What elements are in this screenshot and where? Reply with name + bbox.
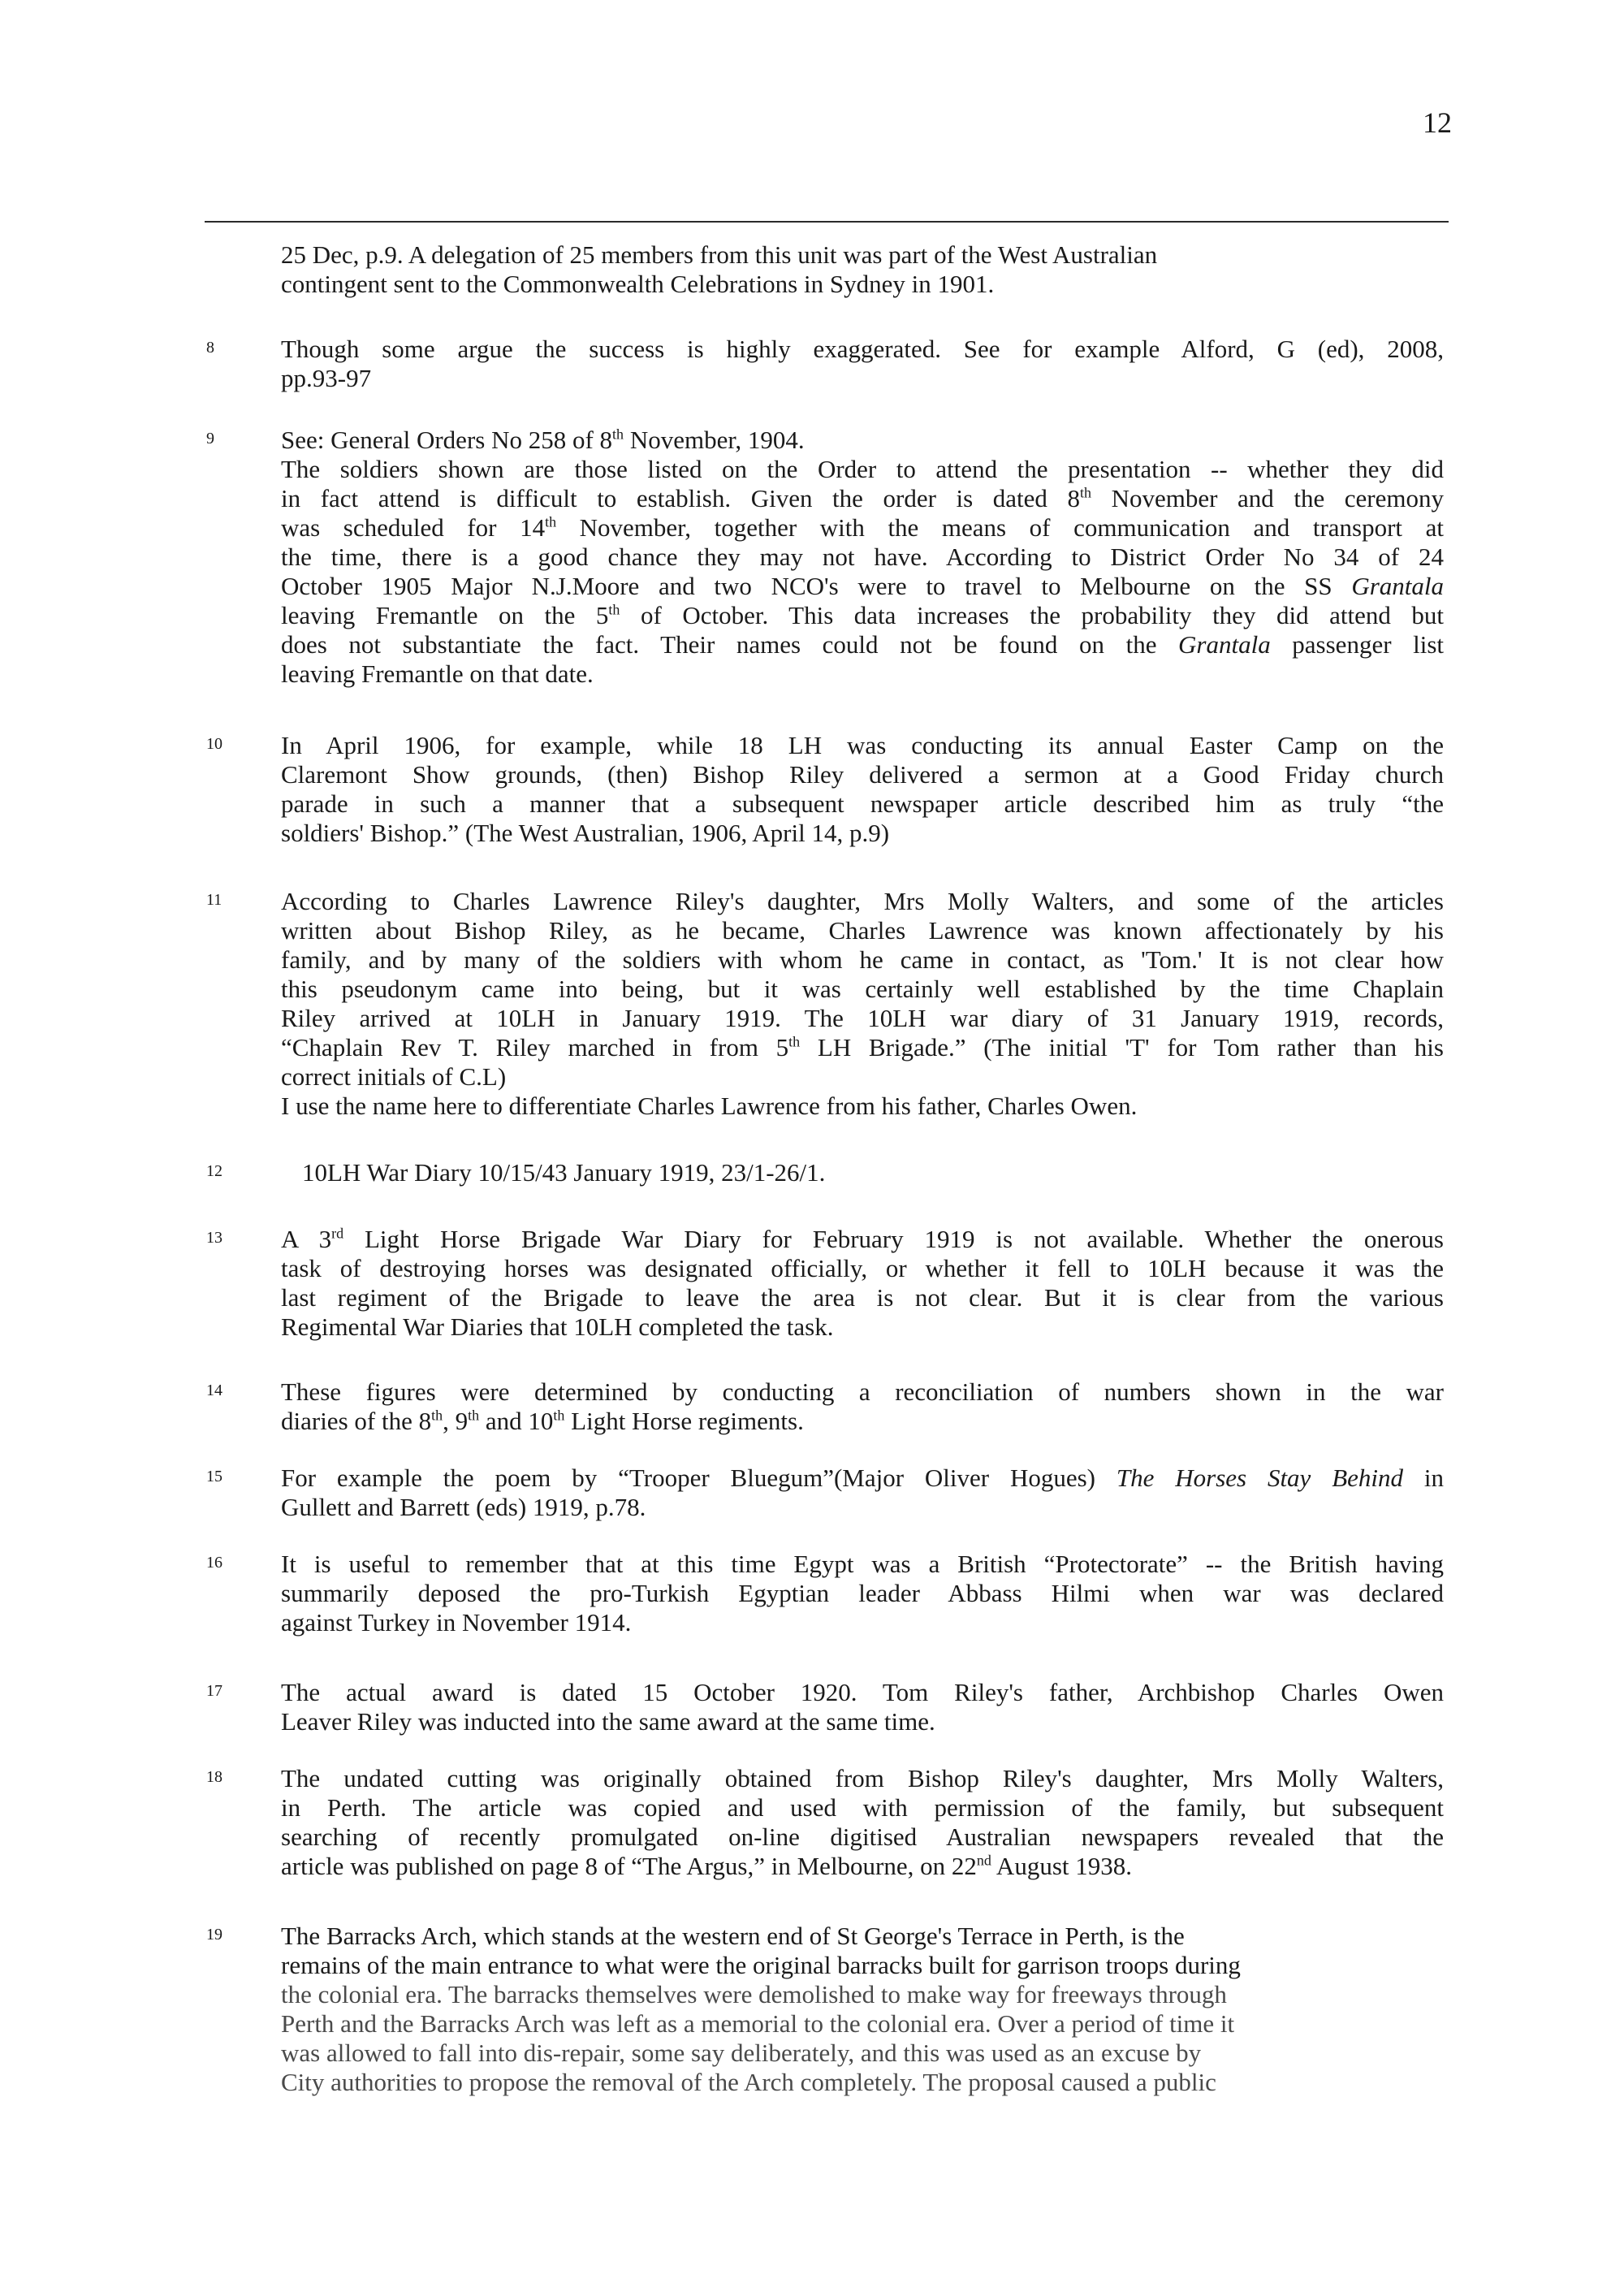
footnote-number: 8	[206, 339, 214, 357]
footnote-line: parade in such a manner that a subsequent newspaper article described him as truly “the	[281, 789, 1444, 818]
footnote-number: 11	[206, 891, 222, 909]
footnote-number: 18	[206, 1768, 222, 1786]
footnote-line: See: General Orders No 258 of 8th November, 1904.	[281, 426, 805, 454]
footnote-line: in fact attend is difficult to establish. Given the order is dated 8th November and the ceremony	[281, 484, 1444, 512]
footnote-line: pp.93-97	[281, 364, 372, 392]
footnote-text	[281, 1464, 1444, 1522]
footnote-line: The Barracks Arch, which stands at the western end of St George's Terrace in Perth, is the	[281, 1922, 1185, 1950]
footnote-text	[281, 1764, 1444, 1881]
footnote-line: These figures were determined by conducting a reconciliation of numbers shown in the war	[281, 1377, 1444, 1406]
footnote-number: 9	[206, 430, 214, 448]
footnote-line: A 3rd Light Horse Brigade War Diary for February 1919 is not available. Whether the onerous	[281, 1225, 1444, 1253]
footnote-line: against Turkey in November 1914.	[281, 1608, 632, 1637]
footnote-line: does not substantiate the fact. Their names could not be found on the Grantala passenger list	[281, 630, 1444, 659]
footnote-line: It is useful to remember that at this time Egypt was a British “Protectorate” -- the British having	[281, 1550, 1444, 1578]
footnote-line: I use the name here to differentiate Charles Lawrence from his father, Charles Owen.	[281, 1092, 1138, 1120]
footnote-line: The soldiers shown are those listed on the Order to attend the presentation -- whether they did	[281, 455, 1444, 483]
footnote-number: 16	[206, 1554, 222, 1572]
footnote-line: The undated cutting was originally obtained from Bishop Riley's daughter, Mrs Molly Walters,	[281, 1764, 1444, 1792]
footnote-line: leaving Fremantle on that date.	[281, 659, 594, 688]
footnote-text	[281, 1550, 1444, 1637]
footnote-line: in Perth. The article was copied and used with permission of the family, but subsequent	[281, 1793, 1444, 1822]
footnote-text	[281, 426, 1444, 689]
footnote-text	[281, 1377, 1444, 1436]
footnote-line: City authorities to propose the removal of the Arch completely. The proposal caused a public	[281, 2068, 1216, 2096]
footnote-line: Regimental War Diaries that 10LH completed the task.	[281, 1312, 834, 1341]
footnote-line: “Chaplain Rev T. Riley marched in from 5th LH Brigade.” (The initial 'T' for Tom rather than his	[281, 1033, 1444, 1062]
footnote-number: 10	[206, 735, 222, 753]
footnote-line: For example the poem by “Trooper Bluegum”(Major Oliver Hogues) The Horses Stay Behind in	[281, 1464, 1444, 1492]
footnote-line: Claremont Show grounds, (then) Bishop Riley delivered a sermon at a Good Friday church	[281, 760, 1444, 789]
footnote-line: In April 1906, for example, while 18 LH was conducting its annual Easter Camp on the	[281, 731, 1444, 759]
footnote-line: was scheduled for 14th November, together with the means of communication and transport at	[281, 513, 1444, 542]
footnote-line: Gullett and Barrett (eds) 1919, p.78.	[281, 1493, 646, 1521]
footnote-line: Leaver Riley was inducted into the same award at the same time.	[281, 1707, 935, 1736]
footnote-line: contingent sent to the Commonwealth Celebrations in Sydney in 1901.	[281, 270, 995, 298]
footnote-line: the time, there is a good chance they may not have. According to District Order No 34 of 24	[281, 543, 1444, 571]
footnote-number: 15	[206, 1468, 222, 1485]
footnote-line: The actual award is dated 15 October 1920. Tom Riley's father, Archbishop Charles Owen	[281, 1678, 1444, 1706]
footnote-text	[281, 1678, 1444, 1736]
footnote-line: October 1905 Major N.J.Moore and two NCO's were to travel to Melbourne on the SS Grantala	[281, 572, 1444, 600]
footnote-line: searching of recently promulgated on-line digitised Australian newspapers revealed that the	[281, 1823, 1444, 1851]
footnote-line: According to Charles Lawrence Riley's daughter, Mrs Molly Walters, and some of the articles	[281, 887, 1444, 915]
footnote-text	[281, 1158, 1444, 1187]
footnote-number: 14	[206, 1381, 222, 1399]
footnote-line: correct initials of C.L)	[281, 1062, 507, 1091]
footnote-line: last regiment of the Brigade to leave the area is not clear. But it is clear from the various	[281, 1283, 1444, 1312]
footnote-text	[281, 240, 1444, 299]
footnote-line: leaving Fremantle on the 5th of October. This data increases the probability they did attend but	[281, 601, 1444, 629]
footnote-line: 25 Dec, p.9. A delegation of 25 members from this unit was part of the West Australian	[281, 240, 1158, 269]
footnote-number: 12	[206, 1162, 222, 1180]
footnote-text	[281, 887, 1444, 1121]
footnote-line: Perth and the Barracks Arch was left as a memorial to the colonial era. Over a period of time it	[281, 2009, 1235, 2038]
footnote-number: 19	[206, 1926, 222, 1944]
footnote-line: family, and by many of the soldiers with whom he came in contact, as 'Tom.' It is not clear how	[281, 945, 1444, 974]
footnote-text	[281, 335, 1444, 393]
footnote-line: diaries of the 8th, 9th and 10th Light Horse regiments.	[281, 1407, 804, 1435]
footnote-line: remains of the main entrance to what were the original barracks built for garrison troops during	[281, 1951, 1241, 1979]
footnote-number: 13	[206, 1229, 222, 1247]
footnote-text	[281, 1225, 1444, 1342]
footnote-line: Riley arrived at 10LH in January 1919. The 10LH war diary of 31 January 1919, records,	[281, 1004, 1444, 1032]
footnote-line: Though some argue the success is highly exaggerated. See for example Alford, G (ed), 2008,	[281, 335, 1444, 363]
footnote-text	[281, 731, 1444, 848]
footnote-line: was allowed to fall into dis-repair, some say deliberately, and this was used as an excuse by	[281, 2039, 1202, 2067]
footnote-line: soldiers' Bishop.” (The West Australian, 1906, April 14, p.9)	[281, 819, 890, 847]
page-number: 12	[1423, 106, 1452, 139]
footnote-line: 10LH War Diary 10/15/43 January 1919, 23/1-26/1.	[302, 1158, 826, 1187]
footnote-line: summarily deposed the pro-Turkish Egyptian leader Abbass Hilmi when war was declared	[281, 1579, 1444, 1607]
footnote-line: the colonial era. The barracks themselves were demolished to make way for freeways through	[281, 1980, 1227, 2008]
footnote-line: task of destroying horses was designated officially, or whether it fell to 10LH because it was the	[281, 1254, 1444, 1282]
footnote-line: article was published on page 8 of “The Argus,” in Melbourne, on 22nd August 1938.	[281, 1852, 1132, 1880]
footnote-number: 17	[206, 1682, 222, 1700]
footnote-line: written about Bishop Riley, as he became, Charles Lawrence was known affectionately by his	[281, 916, 1444, 945]
footnote-text	[281, 1922, 1444, 2097]
footnote-line: this pseudonym came into being, but it was certainly well established by the time Chaplain	[281, 975, 1444, 1003]
footnote-separator-rule	[205, 221, 1449, 223]
